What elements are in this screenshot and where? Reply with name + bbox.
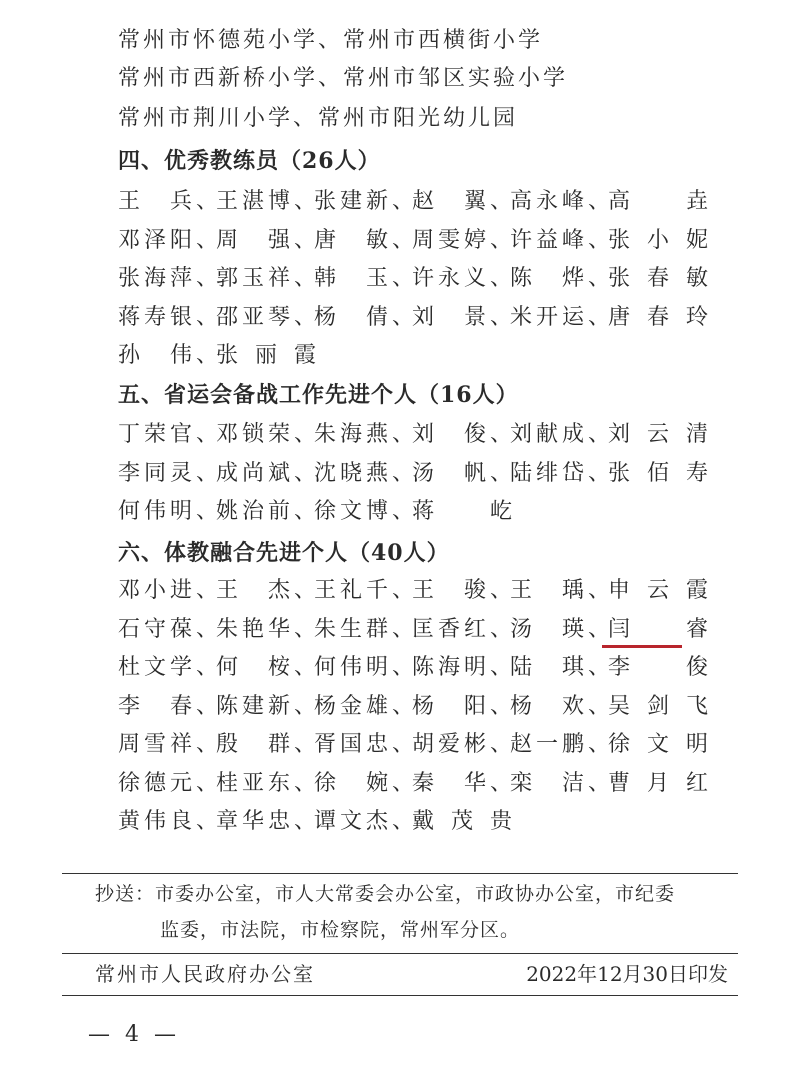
- name-entry: 陈 烨、: [510, 266, 610, 291]
- name-entry: 徐文博、: [314, 499, 414, 524]
- name-entry: 杨 阳、: [412, 693, 512, 719]
- name-entry: 朱生群、: [314, 616, 414, 642]
- name-row: [118, 341, 718, 371]
- name-entry: 章华忠、: [216, 809, 316, 834]
- name-entry: 刘 俊、: [412, 422, 512, 447]
- name-entry: 蒋寿银、: [118, 304, 218, 330]
- name-entry: 高永峰、: [510, 189, 610, 214]
- name-entry: 秦 华、: [412, 770, 512, 796]
- name-entry: 何 桉、: [216, 655, 316, 680]
- name-entry: 张小妮: [608, 227, 708, 253]
- name-entry: 汤 帆、: [412, 460, 512, 486]
- school-line-2: 常州市西新桥小学、常州市邹区实验小学: [118, 66, 569, 91]
- name-entry: 匡香红、: [412, 616, 512, 642]
- name-entry: 何伟明、: [314, 655, 414, 680]
- name-entry: 王礼千、: [314, 578, 414, 603]
- name-entry: 周雯婷、: [412, 227, 512, 253]
- name-entry: 唐春玲: [608, 304, 708, 330]
- name-row: [118, 226, 718, 256]
- name-entry: 杨 倩、: [314, 304, 414, 330]
- name-entry: 邓锁荣、: [216, 422, 316, 447]
- name-entry: 周 强、: [216, 227, 316, 253]
- name-entry: 陆绯岱、: [510, 460, 610, 486]
- name-entry: 韩 玉、: [314, 266, 414, 291]
- cc-line-1: 抄送：市委办公室，市人大常委会办公室，市政协办公室，市纪委: [95, 883, 676, 905]
- name-entry: 王湛博、: [216, 189, 316, 214]
- name-entry: 谭文杰、: [314, 809, 414, 834]
- name-entry: 张建新、: [314, 189, 414, 214]
- name-entry: 王 瑀、: [510, 578, 610, 603]
- issuer-name: 常州市人民政府办公室: [95, 962, 315, 986]
- name-entry: 王 杰、: [216, 578, 316, 603]
- name-row: [118, 264, 718, 294]
- name-entry: 张丽霞: [216, 343, 316, 368]
- name-row: [118, 692, 718, 722]
- name-entry: 栾 洁、: [510, 770, 610, 796]
- name-entry: 赵 翼、: [412, 189, 512, 214]
- name-row: [118, 187, 718, 217]
- name-entry: 孙 伟、: [118, 343, 218, 368]
- name-entry: 石守葆、: [118, 616, 218, 642]
- cc-bottom-rule: [62, 953, 738, 954]
- page-number: — 4 —: [88, 1022, 180, 1047]
- name-entry: 高 垚: [608, 189, 708, 214]
- name-entry: 申云霞: [608, 578, 708, 603]
- name-entry: 朱艳华、: [216, 616, 316, 642]
- name-entry: 陈建新、: [216, 693, 316, 719]
- cc-line-2: 监委，市法院，市检察院，常州军分区。: [160, 919, 521, 941]
- issue-date: 2022年12月30日印发: [526, 962, 728, 986]
- name-row: [118, 653, 718, 683]
- name-entry: 沈晓燕、: [314, 460, 414, 486]
- name-entry: 汤 瑛、: [510, 616, 610, 642]
- name-row: [118, 769, 718, 799]
- name-entry: 郭玉祥、: [216, 266, 316, 291]
- name-entry: 蒋 屹: [412, 499, 512, 524]
- name-entry: 许永义、: [412, 266, 512, 291]
- footer-bottom-rule: [62, 995, 738, 996]
- name-entry: 殷 群、: [216, 732, 316, 757]
- section-4-heading: 四、优秀教练员（26人）: [118, 148, 381, 174]
- name-entry: 丁荣官、: [118, 422, 218, 447]
- name-entry: 闫 睿: [608, 616, 708, 642]
- name-entry: 朱海燕、: [314, 422, 414, 447]
- name-entry: 桂亚东、: [216, 770, 316, 796]
- cc-top-rule: [62, 873, 738, 874]
- name-row: [118, 807, 718, 837]
- school-line-3: 常州市荆川小学、常州市阳光幼儿园: [118, 106, 519, 131]
- name-entry: 成尚斌、: [216, 460, 316, 486]
- name-entry: 吴剑飞: [608, 693, 708, 719]
- name-entry: 王 兵、: [118, 189, 218, 214]
- name-entry: 刘献成、: [510, 422, 610, 447]
- name-entry: 李 春、: [118, 693, 218, 719]
- section-5-heading: 五、省运会备战工作先进个人（16人）: [118, 382, 519, 408]
- name-entry: 李同灵、: [118, 460, 218, 486]
- name-entry: 黄伟良、: [118, 809, 218, 834]
- name-entry: 邓泽阳、: [118, 227, 218, 253]
- name-entry: 何伟明、: [118, 499, 218, 524]
- name-entry: 徐文明: [608, 732, 708, 757]
- name-row: [118, 576, 718, 606]
- name-entry: 陈海明、: [412, 655, 512, 680]
- name-entry: 戴茂贵: [412, 809, 512, 834]
- name-row: [118, 497, 718, 527]
- name-entry: 张春敏: [608, 266, 708, 291]
- name-row: [118, 420, 718, 450]
- name-entry: 邵亚琴、: [216, 304, 316, 330]
- name-entry: 许益峰、: [510, 227, 610, 253]
- name-entry: 陆 琪、: [510, 655, 610, 680]
- name-entry: 徐德元、: [118, 770, 218, 796]
- name-entry: 刘 景、: [412, 304, 512, 330]
- name-entry: 米开运、: [510, 304, 610, 330]
- name-entry: 邓小进、: [118, 578, 218, 603]
- name-entry: 李 俊: [608, 655, 708, 680]
- section-6-heading: 六、体教融合先进个人（40人）: [118, 540, 450, 566]
- highlight-underline: [602, 645, 682, 648]
- name-entry: 杨 欢、: [510, 693, 610, 719]
- name-row: [118, 615, 718, 645]
- name-entry: 姚治前、: [216, 499, 316, 524]
- name-entry: 赵一鹏、: [510, 732, 610, 757]
- name-entry: 杨金雄、: [314, 693, 414, 719]
- name-entry: 胥国忠、: [314, 732, 414, 757]
- school-line-1: 常州市怀德苑小学、常州市西横街小学: [118, 28, 544, 53]
- name-entry: 徐 婉、: [314, 770, 414, 796]
- name-entry: 王 骏、: [412, 578, 512, 603]
- name-entry: 张海萍、: [118, 266, 218, 291]
- name-entry: 唐 敏、: [314, 227, 414, 253]
- name-entry: 杜文学、: [118, 655, 218, 680]
- name-entry: 周雪祥、: [118, 732, 218, 757]
- name-entry: 张佰寿: [608, 460, 708, 486]
- name-entry: 胡爱彬、: [412, 732, 512, 757]
- name-row: [118, 303, 718, 333]
- name-row: [118, 730, 718, 760]
- name-entry: 刘云清: [608, 422, 708, 447]
- name-row: [118, 459, 718, 489]
- name-entry: 曹月红: [608, 770, 708, 796]
